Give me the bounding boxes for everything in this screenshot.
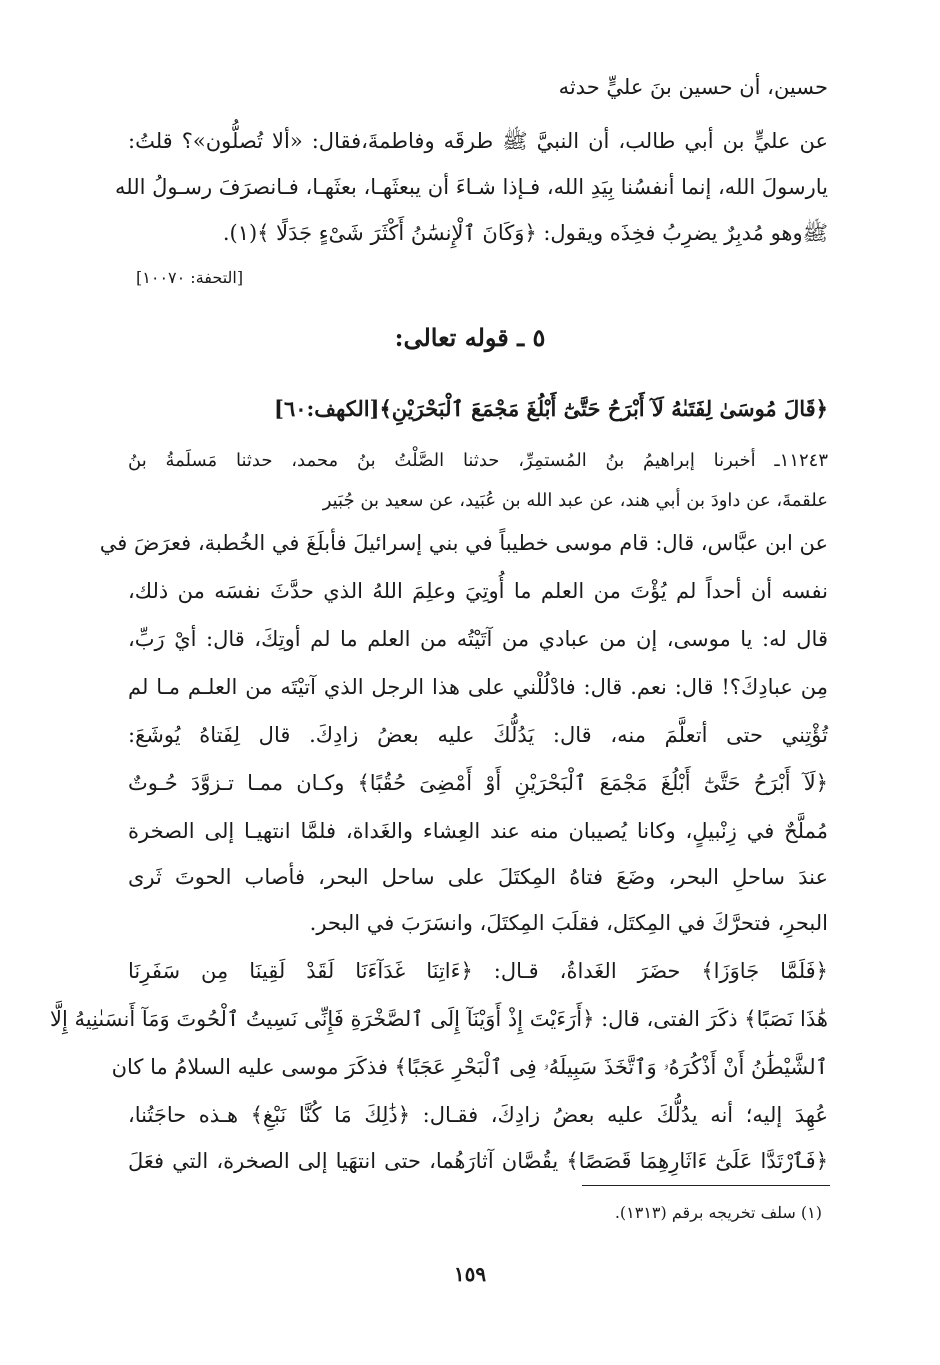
text-line-20: هَٰذَا نَصَبًا﴾ ذكَرَ الفتى، قال: ﴿أَرَءَيْتَ إِذْ أَوَيْنَآ إِلَى ٱلصَّخْرَةِ فَإِنِّى نَسِيتُ ٱلْحُوتَ وَمَآ أَنسَىٰنِيهُ إِلَّا xyxy=(50,1007,828,1031)
text-line-22: عُهِدَ إليه؛ أنه يدُلُّكَ عليه بعضُ زادِكَ، فقـال: ﴿ذَٰلِكَ مَا كُنَّا نَبْغِ﴾ هـذه حاجَتُنا، xyxy=(128,1103,828,1127)
page-number: ١٥٩ xyxy=(453,1262,487,1286)
footnote-divider xyxy=(582,1185,830,1186)
hadith-isnad-line-1: ١١٢٤٣ـ أخبرنا إبراهيمُ بنُ المُستمِرِّ، حدثنا الصَّلْتُ بنُ محمد، حدثنا مَسلَمةُ بنُ xyxy=(128,450,828,471)
section-heading: ٥ ـ قوله تعالى: xyxy=(394,323,546,352)
text-line-13: مِن عبادِكَ؟! قال: نعم. قال: فادْلُلْني على هذا الرجل الذي آتيْتَه من العلـم مـا لم xyxy=(128,675,828,699)
text-line-11: نفسه أن أحداً لم يُؤْتَ من العلم ما أُوتِيَ وعلِمَ اللهُ الذي حدَّثَ نفسَه من ذلك، xyxy=(128,579,828,603)
text-line-19: ﴿فَلَمَّا جَاوَزَا﴾ حضَرَ الغَداةُ، قـال: ﴿ءَاتِنَا غَدَآءَنَا لَقَدْ لَقِينَا مِن سَفَرِنَا xyxy=(128,959,828,983)
footnote: (١) سلف تخريجه برقم (١٣١٣). xyxy=(614,1203,822,1222)
text-line-4: ﷺوهو مُدبِرٌ يضرِبُ فخِذَه ويقول: ﴿وَكَانَ ٱلْإِنسَٰنُ أَكْثَرَ شَىْءٍ جَدَلًا ﴾(١). xyxy=(222,221,828,245)
text-line-16: مُملَّحٌ في زِنْبيلٍ، وكانا يُصيبان منه عند العِشاء والغَداة، فلمَّا انتهيـا إلى الصخرة xyxy=(128,819,828,843)
text-line-12: قال له: يا موسى، إن من عبادي من آتَيْتُه من العلم ما لم أوتِكَ، قال: أيْ رَبِّ، xyxy=(128,627,828,651)
text-line-2: عن عليٍّ بن أبي طالب، أن النبيَّ ﷺ طرقَه وفاطمةَ،فقال: «ألا تُصلُّون»؟ قلتُ: xyxy=(128,129,828,153)
quran-verse-heading: ﴿قَالَ مُوسَىٰ لِفَتَىٰهُ لَآ أَبْرَحُ حَتَّىٰٓ أَبْلُغَ مَجْمَعَ ٱلْبَحْرَيْنِ﴾[الكهف:٦٠] xyxy=(274,396,828,421)
text-line-3: يارسولَ الله، إنما أنفسُنا بِيَدِ الله، فـإذا شـاءَ أن يبعثَهـا، بعثَهـا، فـانصرَفَ رسـولُ الله xyxy=(115,175,828,199)
text-line-10: عن ابن عبَّاس، قال: قام موسى خطيباً في بني إسرائيلَ فأبلَغَ في الخُطبة، فعرَضَ في xyxy=(99,531,828,555)
text-line-21: ٱلشَّيْطَٰنُ أَنْ أَذْكُرَهُۥ وَٱتَّخَذَ سَبِيلَهُۥ فِى ٱلْبَحْرِ عَجَبًا﴾ فذكَرَ موسى عليه السلامُ ما كان xyxy=(111,1055,828,1079)
text-line-18: البحرِ، فتحرَّكَ في المِكتَل، فقلَبَ المِكتَلَ، وانسَرَبَ في البحر. xyxy=(309,911,828,935)
tuhfa-reference: [التحفة: ١٠٠٧٠] xyxy=(136,268,244,287)
text-line-15: ﴿لَآ أَبْرَحُ حَتَّىٰٓ أَبْلُغَ مَجْمَعَ ٱلْبَحْرَيْنِ أَوْ أَمْضِىَ حُقُبًا﴾ وكـان ممـا تـزوَّدَ حُـوتٌ xyxy=(128,771,828,795)
text-line-1: حسين، أن حسين بنَ عليٍّ حدثه xyxy=(558,75,828,99)
hadith-isnad-line-2: علقمةَ، عن داودَ بن أبي هند، عن عبد الله بن عُبَيد، عن سعيد بن جُبَير xyxy=(322,490,828,511)
text-line-23: ﴿فَٱرْتَدَّا عَلَىٰٓ ءَاثَارِهِمَا قَصَصًا﴾ يقُصَّان آثارَهُما، حتى انتهَيا إلى الصخرة، التي فعَلَ xyxy=(128,1149,828,1173)
text-line-17: عندَ ساحلِ البحر، وضَعَ فتاهُ المِكتَلَ على ساحل البحر، فأصاب الحوتَ ثَرى xyxy=(128,865,828,889)
text-line-14: تُؤْتِني حتى أتعلَّمَ منه، قال: يَدُلُّكَ عليه بعضُ زادِكَ. قال لِفَتاهُ يُوشَعَ: xyxy=(128,723,828,747)
